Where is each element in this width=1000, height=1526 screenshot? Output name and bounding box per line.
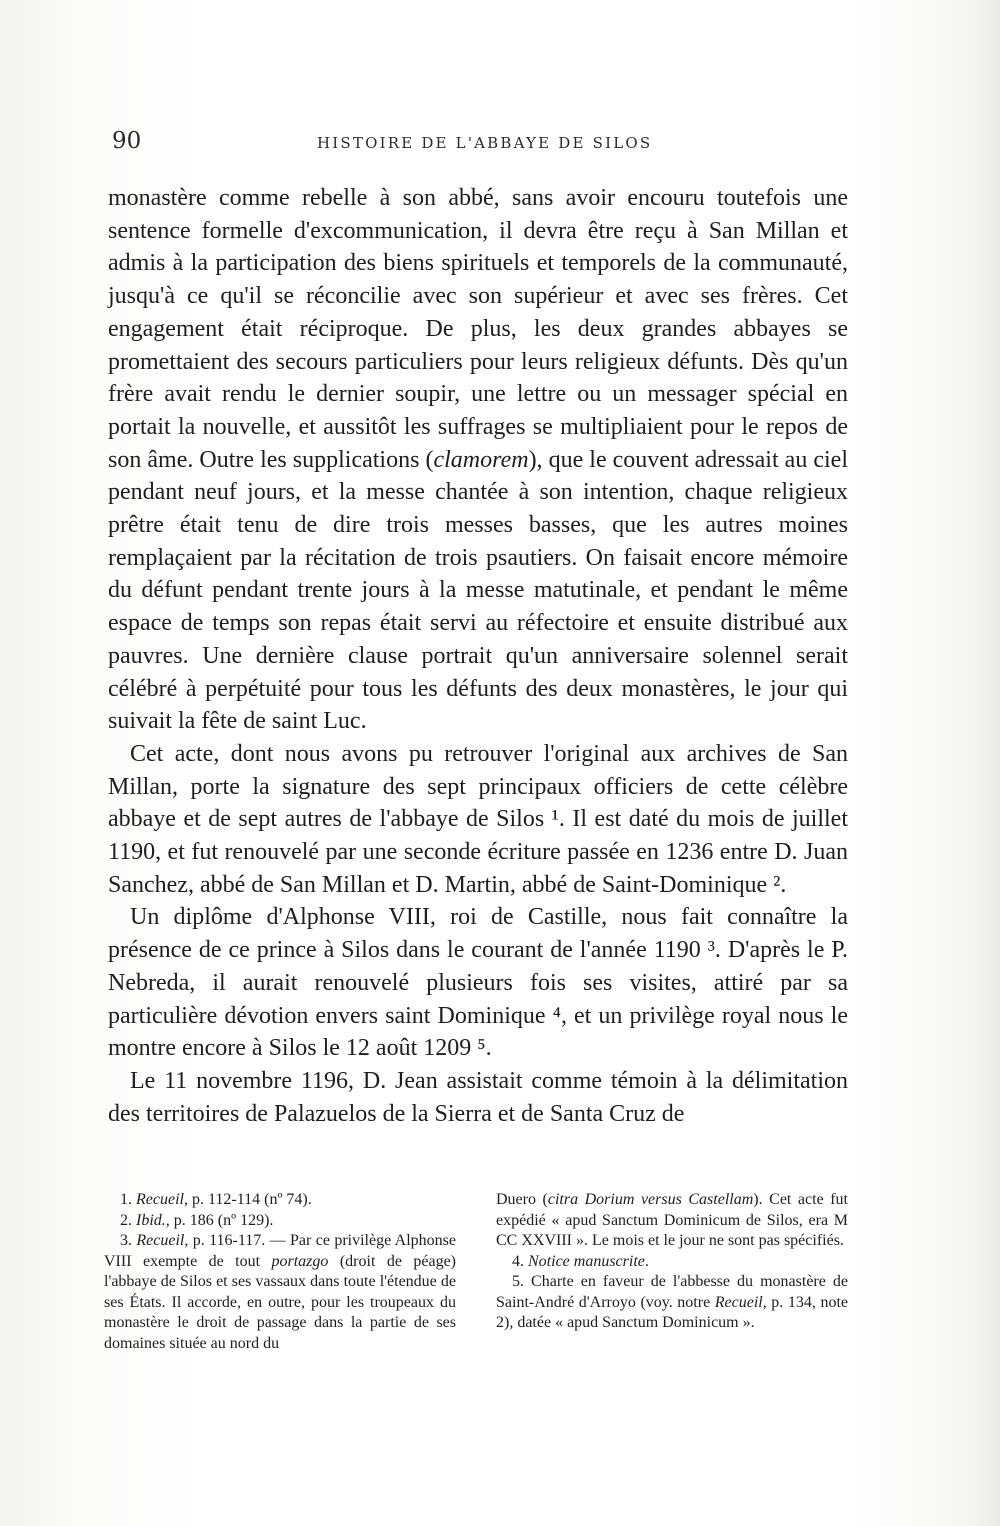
footnote-4-text: . bbox=[644, 1252, 649, 1270]
footnote-3-continued bbox=[496, 1190, 848, 1252]
footnote-3-text: , p. 116-117. — Par ce privilège Alphonse VIII exempte de tout bbox=[104, 1232, 457, 1270]
running-title: HISTOIRE DE L'ABBAYE DE SILOS bbox=[317, 134, 653, 152]
paragraph-1 bbox=[108, 182, 848, 738]
footnote-1-text: , p. 112-114 (nº 74). bbox=[183, 1191, 312, 1208]
footnote-3 bbox=[104, 1231, 456, 1354]
paragraph-1-italic: clamorem bbox=[433, 446, 529, 473]
footnote-3-cont-italic: citra Dorium versus Castellam bbox=[547, 1191, 754, 1208]
footnote-4-italic: Notice manuscrite bbox=[528, 1252, 645, 1270]
footnote-5-text-end: , p. 134, note 2), datée « apud Sanctum Dominicum ». bbox=[496, 1293, 849, 1331]
footnote-5 bbox=[496, 1272, 848, 1334]
footnote-3-number: 3. bbox=[120, 1232, 137, 1249]
footnote-1-italic: Recueil bbox=[136, 1191, 184, 1208]
footnote-4 bbox=[496, 1252, 848, 1273]
footnote-3-italic-2: portazgo bbox=[271, 1252, 329, 1270]
paragraph-2: Cet acte, dont nous avons pu retrouver l'original aux archives de San Millan, porte la signature des sept principaux officiers de cette célèbre abbaye et de sept autres de l'abbaye de Silos ¹. Il est daté du mois de juillet 1190, et fut renouvelé par une seconde écriture passée en 1236 entre D. Juan Sanchez, abbé de San Millan et D. Martin, abbé de Saint-Dominique ². bbox=[108, 740, 848, 898]
footnote-5-text: 5. Charte en faveur de l'abbesse du monastère de Saint-André d'Arroyo (voy. notre bbox=[496, 1273, 848, 1311]
footnote-2-number: 2. bbox=[120, 1211, 136, 1229]
footnotes bbox=[104, 1190, 848, 1354]
footnotes-right-column bbox=[496, 1190, 848, 1354]
paragraph-3: Un diplôme d'Alphonse VIII, roi de Castille, nous fait connaître la présence de ce prince à Silos dans le courant de l'année 1190 ³. D'après le P. Nebreda, il aurait renouvelé plusieurs fois ses visites, attiré par sa particulière dévotion envers saint Dominique ⁴, et un privilège royal nous le montre encore à Silos le 12 août 1209 ⁵. bbox=[108, 904, 848, 1062]
page-number: 90 bbox=[112, 128, 142, 154]
footnote-2-text: , p. 186 (nº 129). bbox=[165, 1211, 274, 1229]
footnote-2 bbox=[104, 1211, 456, 1232]
footnote-4-number: 4. bbox=[512, 1252, 528, 1270]
footnote-3-italic: Recueil bbox=[136, 1232, 185, 1249]
main-text bbox=[108, 182, 848, 1130]
footnotes-left-column bbox=[104, 1190, 456, 1354]
footnote-2-italic: Ibid. bbox=[136, 1211, 166, 1229]
paragraph-4: Le 11 novembre 1196, D. Jean assistait comme témoin à la délimitation des territoires de Palazuelos de la Sierra et de Santa Cruz de bbox=[108, 1067, 848, 1127]
paragraph-1-text: monastère comme rebelle à son abbé, sans avoir encouru toutefois une sentence formelle d'excommunication, il devra être reçu à San Millan et admis à la participation des biens spirituels et temporels de la communauté, jusqu'à ce qu'il se réconcilie avec son supérieur et avec ses frères. Cet engagement était réciproque. De plus, les deux grandes abbayes se promettaient des secours particuliers pour leurs religieux défunts. Dès qu'un frère avait rendu le dernier soupir, une lettre ou un messager spécial en portait la nouvelle, et aussitôt les suffrages se multipliaient pour le repos de son âme. Outre les supplications ( bbox=[108, 185, 848, 473]
footnote-5-italic: Recueil bbox=[714, 1293, 763, 1311]
page-edge-shadow bbox=[970, 0, 1000, 1526]
footnote-3-cont-text-end: ). Cet acte fut expédié « apud Sanctum Dominicum de Silos, era M CC XXVIII ». Le mois et le jour ne sont pas spécifiés. bbox=[496, 1191, 848, 1249]
footnote-3-text-end: (droit de péage) l'abbaye de Silos et ses vassaux dans toute l'étendue de ses États. Il accorde, en outre, pour les troupeaux du monastère le droit de passage dans la partie de ses domaines située au nord du bbox=[104, 1252, 457, 1352]
footnote-3-cont-text: Duero ( bbox=[496, 1191, 548, 1208]
page-header bbox=[112, 128, 852, 168]
paragraph-1-rest: ), que le couvent adressait au ciel pendant neuf jours, et la messe chantée à son intention, chaque religieux prêtre était tenu de dire trois messes basses, que les autres moines remplaçaient par la récitation de trois psautiers. On faisait encore mémoire du défunt pendant trente jours à la messe matutinale, et pendant le même espace de temps son repas était servi au réfectoire et ensuite distribué aux pauvres. Une dernière clause portrait qu'un anniversaire solennel serait célébré à perpétuité pour tous les défunts des deux monastères, le jour qui suivait la fête de saint Luc. bbox=[108, 446, 848, 735]
footnote-1-number: 1. bbox=[120, 1191, 136, 1208]
footnote-1 bbox=[104, 1190, 456, 1211]
